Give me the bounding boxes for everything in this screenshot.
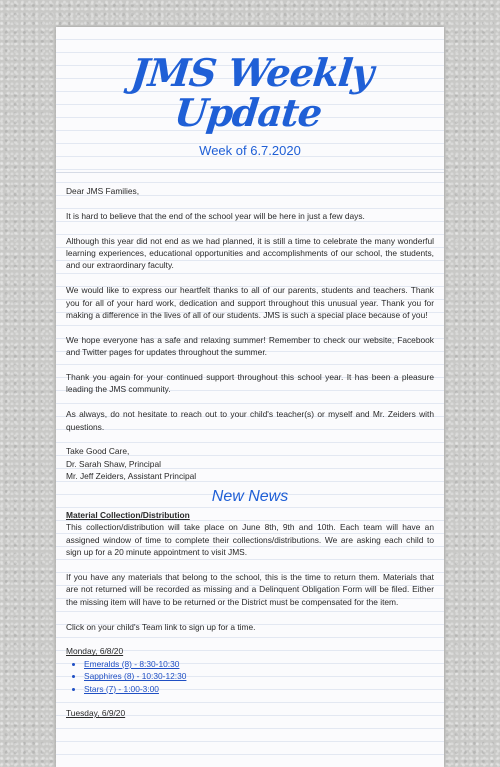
letter-paragraph-3: We would like to express our heartfelt thanks to all of our parents, students and teachers. Thank you for all of your hard work, dedication and support throughout this unusual year. Thank you for making a difference in the lives of all of our students. JMS is such a special place because of you!: [66, 285, 434, 321]
letter-paragraph-4: We hope everyone has a safe and relaxing summer! Remember to check our website, Facebook and Twitter pages for updates throughout the summer.: [66, 334, 434, 358]
letter-body: [56, 173, 444, 720]
day-heading-monday: Monday, 6/8/20: [66, 646, 124, 657]
news-paragraph-2: If you have any materials that belong to the school, this is the time to return them. Materials that are not returned will be recorded as missing and a Delinquent Obligation Form will be filed. Either the missing item will have to be returned or the District must be compensated for the item.: [66, 572, 434, 607]
team-link-emeralds[interactable]: • Emeralds (8) - 8:30-10:30: [84, 658, 434, 670]
greeting: Dear JMS Families,: [66, 186, 140, 196]
closing: Take Good Care,: [66, 446, 130, 457]
news-paragraph-1: This collection/distribution will take place on June 8th, 9th and 10th. Each team will have an assigned window of time to complete their collections/distributions. We are asking each child to sign up for a 20 minute appointment to visit JMS.: [66, 522, 434, 558]
letter-paragraph-2: Although this year did not end as we had planned, it is still a time to celebrate the many wonderful learning experiences, educational opportunities and accomplishments of our school, the students, and our extraordinary faculty.: [66, 235, 434, 271]
signature-block: [66, 445, 434, 482]
letter-paragraph-5: Thank you again for your continued support throughout this school year. It has been a pleasure leading the JMS community.: [66, 372, 434, 395]
news-heading: Material Collection/Distribution: [66, 510, 190, 521]
letter-paragraph-6: As always, do not hesitate to reach out to your child's teacher(s) or myself and Mr. Zeiders with questions.: [66, 409, 434, 432]
team-link-sapphires[interactable]: • Sapphires (8) - 10:30-12:30: [84, 670, 434, 682]
newsletter-page: [56, 27, 444, 767]
news-paragraph-3: Click on your child's Team link to sign up for a time.: [66, 621, 256, 632]
day-heading-tuesday: Tuesday, 6/9/20: [66, 708, 126, 719]
signature-principal: Dr. Sarah Shaw, Principal: [66, 458, 161, 469]
team-link-stars[interactable]: • Stars (7) - 1:00-3:00: [84, 683, 434, 695]
monday-links: [66, 658, 434, 695]
section-title-new-news: New News: [211, 487, 289, 505]
page-title: JMS Weekly Update: [129, 50, 376, 135]
week-subtitle: Week of 6.7.2020: [199, 143, 301, 158]
letter-paragraph-1: It is hard to believe that the end of the school year will be here in just a few days.: [66, 210, 365, 221]
signature-assistant-principal: Mr. Jeff Zeiders, Assistant Principal: [66, 471, 197, 482]
header: [56, 27, 444, 158]
